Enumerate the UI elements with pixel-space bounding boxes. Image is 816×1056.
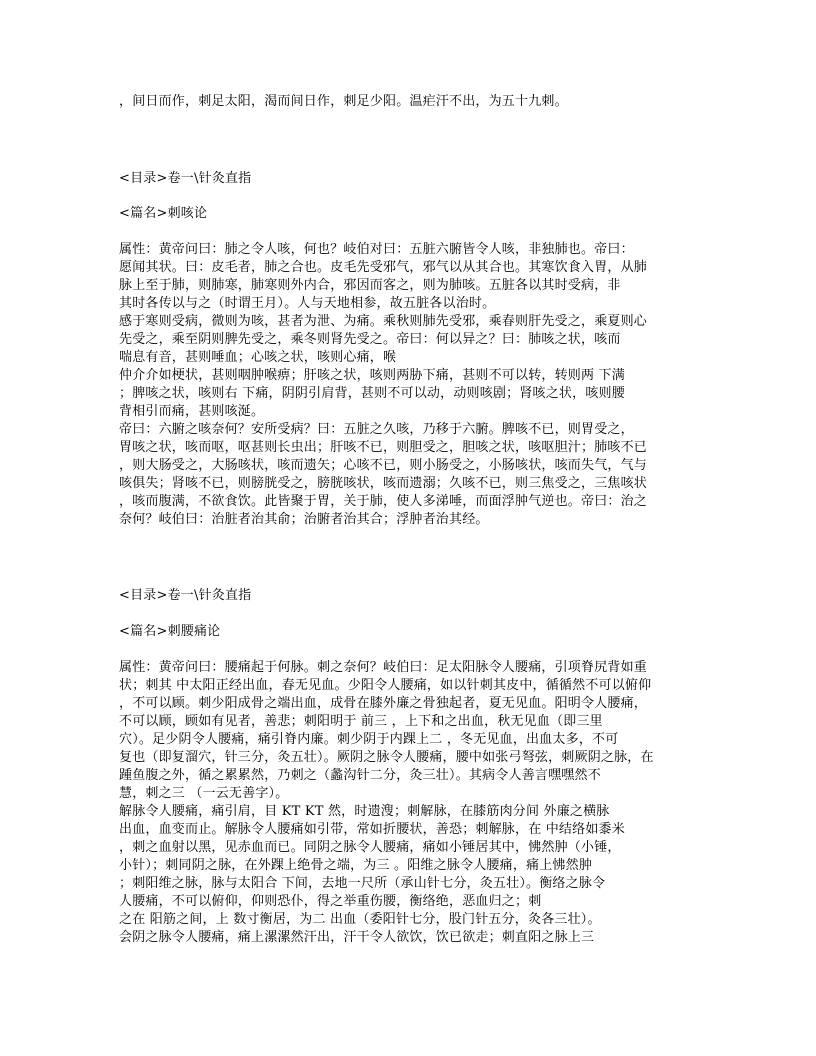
chapter-title-2: <篇名>刺腰痛论 (119, 624, 221, 639)
text-line-8: 喘息有音，甚则唾血；心咳之状，咳则心痛，喉 (119, 350, 397, 365)
text-line-19: 状；刺其 中太阳正经出血，春无见血。少阳令人腰痛，如以针刺其皮中，循循然不可以俯仰 (119, 678, 652, 693)
text-line-18: 属性：黄帝问曰：腰痛起于何脉。刺之奈何？岐伯曰：足太阳脉令人腰痛，引项脊尻背如重 (119, 660, 648, 675)
text-line-3: 愿闻其状。曰：皮毛者，肺之合也。皮毛先受邪气，邪气以从其合也。其寒饮食入胃，从肺 (119, 260, 648, 275)
text-line-16: ，咳而腹满，不欲食饮。此皆聚于胃，关于肺，使人多涕唾，而面浮肿气逆也。帝曰：治之 (119, 494, 648, 509)
text-line-5: 其时各传以与之（时谓王月）。人与天地相参，故五脏各以治时。 (119, 296, 496, 311)
catalog-heading-1: <目录>卷一\针灸直指 (119, 171, 252, 186)
text-line-21: 不可以顾，顾如有见者，善悲；刺阳明于 前三 ，上下和之出血，秋无见血（即三里 (119, 714, 603, 729)
chapter-title-1: <篇名>刺咳论 (119, 206, 208, 221)
text-line-32: 之在 阳筋之间，上 数寸衡居，为二 出血（委阳针七分，股门针五分，灸各三壮）。 (119, 912, 601, 927)
text-line-33: 会阴之脉令人腰痛，痛上漯漯然汗出，汗干令人欲饮，饮已欲走；刺直阳之脉上三 (119, 930, 595, 945)
text-line-20: ，不可以顾。刺少阳成骨之端出血，成骨在膝外廉之骨独起者，夏无见血。阳明令人腰痛， (119, 696, 648, 711)
text-line-2: 属性：黄帝问曰：肺之令人咳，何也？岐伯对曰：五脏六腑皆令人咳，非独肺也。帝曰： (119, 242, 634, 257)
text-line-15: 咳俱失；肾咳不已，则膀胱受之，膀胱咳状，咳而遗溺；久咳不已，则三焦受之，三焦咳状 (119, 476, 648, 491)
text-line-4: 脉上至于肺，则肺寒，肺寒则外内合，邪因而客之，则为肺咳。五脏各以其时受病，非 (119, 278, 621, 293)
text-line-27: 出血，血变而止。解脉令人腰痛如引带，常如折腰状，善恐；刺解脉，在 中结络如黍米 (119, 822, 625, 837)
text-line-12: 帝曰：六腑之咳奈何？安所受病？曰：五脏之久咳，乃移于六腑。脾咳不已，则胃受之， (119, 422, 634, 437)
text-line-6: 感于寒则受病，微则为咳，甚者为泄、为痛。乘秋则肺先受邪，乘春则肝先受之，乘夏则心 (119, 314, 648, 329)
text-line-31: 人腰痛，不可以俯仰，仰则恐仆，得之举重伤腰，衡络绝，恶血归之；刺 (119, 894, 542, 909)
text-line-22: 穴）。足少阴令人腰痛，痛引脊内廉。刺少阴于内踝上二 ，冬无见血，出血太多，不可 (119, 732, 619, 747)
text-line-13: 胃咳之状，咳而呕，呕甚则长虫出；肝咳不已，则胆受之，胆咳之状，咳呕胆汁；肺咳不已 (119, 440, 648, 455)
text-line-26: 解脉令人腰痛，痛引肩，目 KT KT 然，时遗溲；刺解脉，在膝筋肉分间 外廉之横脉 (119, 804, 610, 819)
text-line-25: 慧，刺之三 （一云无善字）。 (119, 786, 289, 801)
text-line-28: ，刺之血射以黑，见赤血而已。同阴之脉令人腰痛，痛如小锤居其中，怫然肿（小锤， (119, 840, 621, 855)
text-line-14: ，则大肠受之，大肠咳状，咳而遗矢；心咳不已，则小肠受之，小肠咳状，咳而失气，气与 (119, 458, 648, 473)
text-line-11: 背相引而痛，甚则咳涎。 (119, 404, 265, 419)
catalog-heading-2: <目录>卷一\针灸直指 (119, 588, 252, 603)
text-line-29: 小针）；刺同阴之脉，在外踝上绝骨之端，为三 。阳维之脉令人腰痛，痛上怫然肿 (119, 858, 593, 873)
text-line-10: ；脾咳之状，咳则右 下痛，阴阴引肩背，甚则不可以动，动则咳剧；肾咳之状，咳则腰 (119, 386, 625, 401)
text-line-23: 复也（即复溜穴，针三分，灸五壮）。厥阴之脉令人腰痛，腰中如张弓弩弦，刺厥阴之脉，在 (119, 750, 654, 765)
text-line-24: 踵鱼腹之外，循之累累然，乃刺之（蠡沟针二分，灸三壮）。其病令人善言嘿嘿然不 (119, 768, 601, 783)
text-line-7: 先受之，乘至阴则脾先受之，乘冬则肾先受之。帝曰：何以异之？曰：肺咳之状，咳而 (119, 332, 621, 347)
text-line-1: ，间日而作，刺足太阳，渴而间日作，刺足少阳。温疟汗不出，为五十九刺。 (119, 94, 568, 109)
text-line-9: 仲介介如梗状，甚则咽肿喉痹；肝咳之状，咳则两胁下痛，甚则不可以转，转则两 下满 (119, 368, 625, 383)
text-line-30: ；刺阳维之脉，脉与太阳合 下间，去地一尺所（承山针七分，灸五壮）。衡络之脉令 (119, 876, 606, 891)
text-line-17: 奈何？岐伯曰：治脏者治其俞；治腑者治其合；浮肿者治其经。 (119, 512, 489, 527)
